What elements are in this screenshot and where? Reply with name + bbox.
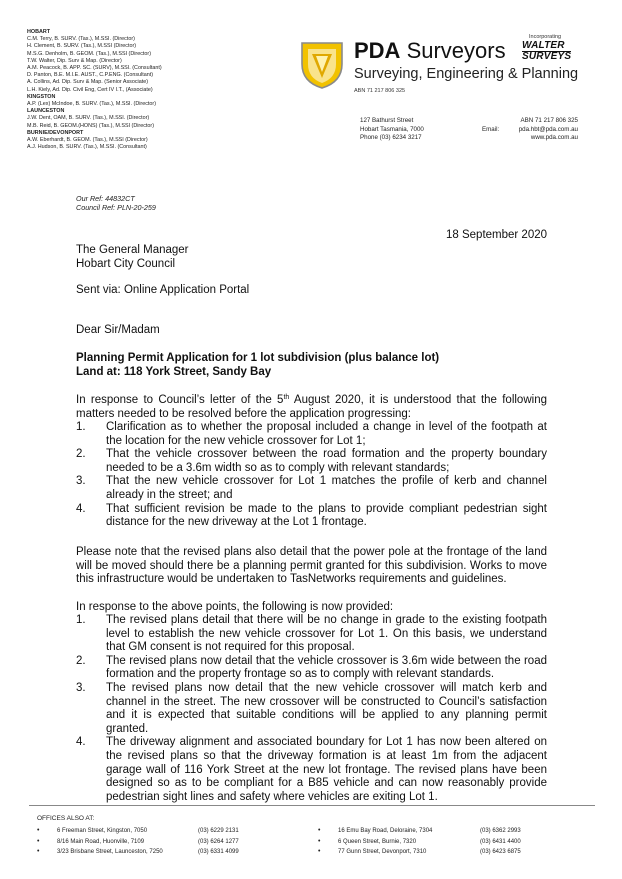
council-ref: Council Ref: PLN-20-259 [76, 203, 156, 212]
response-intro: In response to the above points, the following is now provided: [76, 601, 394, 613]
logo-abn: ABN 71 217 806 325 [354, 88, 406, 94]
matters-list [76, 421, 547, 530]
staff-line: A.W. Eberhardt, B. GEOM. (Tas.), M.SSI (Director) [27, 137, 148, 144]
abn-value: ABN 71 217 806 325 [520, 117, 578, 124]
staff-line: J.W. Dent, OAM, B. SURV. (Tas.), M.SSI. (Director) [27, 115, 150, 122]
company-tagline: Surveying, Engineering & Planning [354, 66, 579, 82]
staff-line: L.H. Kiely, Ad. Dip. Civil Eng, Cert IV I.T., (Associate) [27, 86, 153, 93]
list-item: 4. The driveway alignment and associated boundary for Lot 1 has now been altered on the revised plans so that the driveway formation is at least 1m from the adjacent garage wall of 116 York Street at the new lot frontage. The revised plans have been designed so as to be compliant for a B85 vehicle and can now reasonably provide pedestrian sight lines and safety where vehicles are exiting Lot 1. [76, 736, 547, 803]
office-address-line: • 6 Freeman Street, Kingston, 7050 [37, 827, 148, 834]
sent-via: Sent via: Online Application Portal [76, 284, 250, 296]
footer-divider [29, 805, 595, 806]
offices-right [318, 826, 432, 858]
intro-paragraph: In response to Council’s letter of the 5th August 2020, it is understood that the following matters needed to be resolved before the application progressing: [76, 394, 547, 420]
list-item: 2. The revised plans now detail that the vehicle crossover is 3.6m wide between the road formation and the property frontage so as to comply with relevant standards. [76, 654, 547, 681]
list-item: 1. The revised plans detail that there will be no change in grade to the existing footpath level to establish the new vehicle crossover for Lot 1. On this basis, we understand that GM consent is not required for this proposal. [76, 614, 547, 654]
subject-heading: Planning Permit Application for 1 lot subdivision (plus balance lot) Land at: 118 York Street, Sandy Bay [76, 352, 440, 378]
list-item: 1. Clarification as to whether the proposal included a change in level of the footpath at the location for the new vehicle crossover for Lot 1; [76, 421, 547, 447]
offices-right-phones: (03) 6362 2993 (03) 6431 4400 (03) 6423 6875 [480, 828, 521, 856]
letter-date: 18 September 2020 [446, 229, 548, 241]
staff-line: M.B. Reid, B. GEOM.(HONS) (Tas.), M.SSI (Director) [27, 122, 154, 129]
office-address-line: • 16 Emu Bay Road, Deloraine, 7304 [318, 827, 433, 834]
staff-line: A.P. (Lex) McIndoe, B. SURV. (Tas.), M.SSI. (Director) [27, 101, 157, 108]
recipient-block: The General Manager Hobart City Council [76, 244, 189, 270]
staff-line: H. Clement, B. SURV. (Tas.), M.SSI (Director) [27, 43, 137, 50]
office-address-line: • 77 Gunn Street, Devonport, 7310 [318, 848, 427, 856]
staff-line: LAUNCESTON [27, 108, 65, 115]
list-item: 4. That sufficient revision be made to the plans to provide compliant pedestrian sight distance for the new driveway at the Lot 1 frontage. [76, 502, 547, 529]
staff-line: D. Panton, B.E. M.I.E. AUST., C.P.ENG. (Consultant) [27, 72, 154, 79]
responses-list [76, 614, 547, 804]
staff-list [27, 29, 162, 151]
reference-block [76, 193, 156, 213]
website-link[interactable]: www.pda.com.au [530, 134, 578, 142]
staff-line: M.S.G. Denholm, B. GEOM. (Tas.), M.SSI (Director) [27, 50, 152, 57]
office-address-line: • 6 Queen Street, Burnie, 7320 [318, 837, 417, 845]
office-address-line: • 8/16 Main Road, Huonville, 7109 [37, 837, 145, 845]
incorporating-label: Incorporating [529, 34, 562, 40]
list-item: 3. That the new vehicle crossover for Lot 1 matches the profile of kerb and channel already in the street; and [76, 475, 547, 501]
staff-line: A.M. Peacock, B. APP. SC. (SURV), M.SSI. (Consultant) [27, 65, 162, 72]
power-pole-paragraph: Please note that the revised plans also detail that the power pole at the frontage of the land will be moved should there be a planning permit granted for this subdivision. Works to move this infrastructure would be undertaken to TasNetworks requirements and guidelines. [76, 546, 547, 586]
staff-line: KINGSTON [27, 93, 56, 100]
staff-line: A. Collins, Ad. Dip. Surv & Map. (Senior Associate) [27, 79, 149, 86]
staff-line: C.M. Terry, B. SURV. (Tas.), M.SSI. (Director) [27, 36, 135, 43]
offices-label: OFFICES ALSO AT: [37, 815, 95, 822]
office-address: 127 Bathurst Street Hobart Tasmania, 7000 Phone (03) 6234 3217 [360, 117, 424, 142]
list-item: 3. The revised plans now detail that the new vehicle crossover will match kerb and channel in the street. The new crossover will be constructed to Council’s satisfaction and it is expected that suitable conditions will be applied to any planning permit granted. [76, 681, 547, 735]
staff-line: HOBART [27, 29, 51, 35]
salutation: Dear Sir/Madam [76, 324, 160, 336]
pda-shield-logo [300, 40, 344, 90]
our-ref: Our Ref: 44832CT [76, 194, 135, 203]
offices-left [37, 826, 163, 858]
staff-line: BURNIE/DEVONPORT [27, 129, 84, 136]
staff-line: A.J. Hudson, B. SURV. (Tas.), M.SSI. (Consultant) [27, 144, 147, 151]
office-address-line: • 3/23 Brisbane Street, Launceston, 7250 [37, 848, 163, 856]
email-link[interactable]: pda.hbt@pda.com.au [518, 125, 578, 133]
walter-surveys-logo: WALTER SURVEYS [522, 40, 572, 62]
staff-line: T.W. Walter, Dip. Surv & Map. (Director) [27, 57, 122, 64]
list-item: 2. That the vehicle crossover between the road formation and the property boundary needed to be a 3.6m width so as to comply with relevant standards; [76, 448, 547, 474]
office-contact: ABN 71 217 806 325 Email: pda.hbt@pda.com.au www.pda.com.au [482, 117, 578, 142]
company-name: PDA Surveyors [354, 38, 506, 63]
offices-left-phones: (03) 6229 2131 (03) 6264 1277 (03) 6331 4099 [198, 828, 239, 856]
